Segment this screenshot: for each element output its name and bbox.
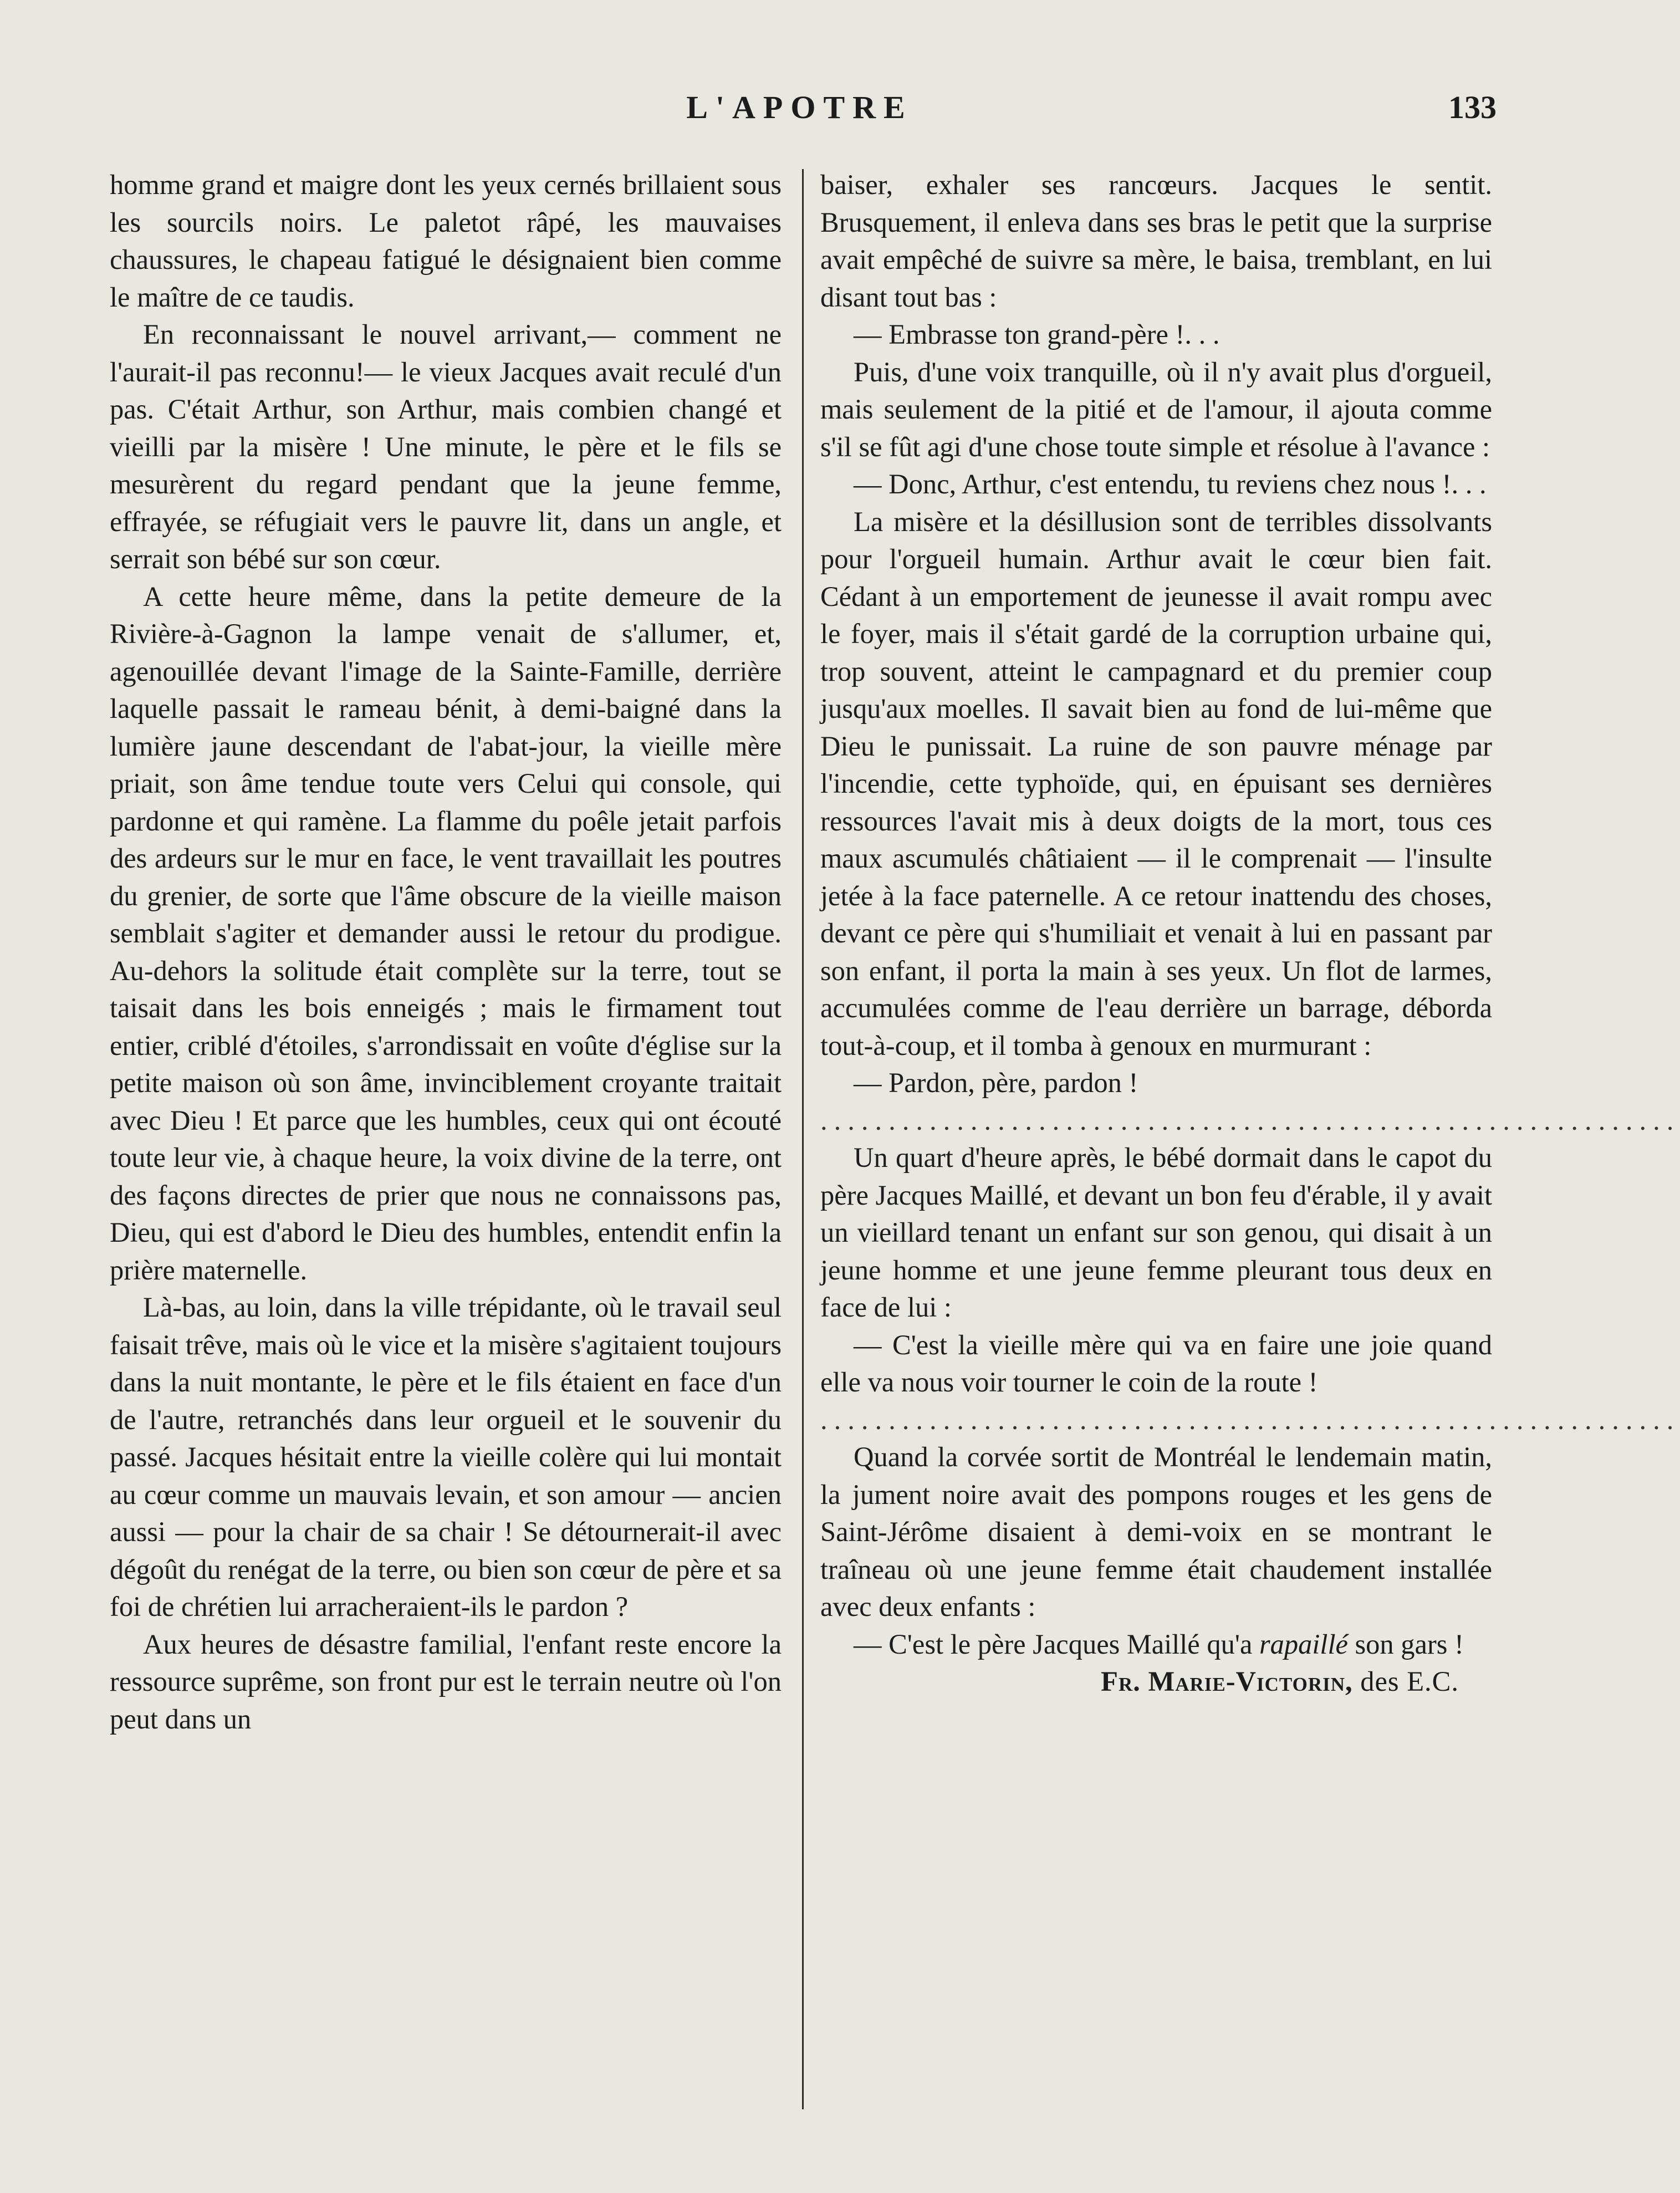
section-break-dots: ............................................................... bbox=[820, 1104, 1680, 1136]
paragraph: En reconnaissant le nouvel arrivant,— comment ne l'aurait-il pas reconnu!— le vieux Jacques avait reculé d'un pas. C'était Arthur, son Arthur, mais combien changé et vieilli par la misère ! Une minute, le père et le fils se mesurèrent du regard pendant que la jeune femme, effrayée, se réfugiait vers le pauvre lit, dans un angle, et serrait son bébé sur son cœur. bbox=[110, 319, 782, 574]
right-column bbox=[820, 166, 1680, 1701]
paragraph: Quand la corvée sortit de Montréal le lendemain matin, la jument noire avait des pompons rouges et les gens de Saint-Jérôme disaient à demi-voix en se montrant le traîneau où une jeune femme était chaudement installée avec deux enfants : bbox=[820, 1441, 1492, 1622]
section-break-dots: ............................................................... bbox=[820, 1404, 1680, 1435]
paragraph: homme grand et maigre dont les yeux cernés brillaient sous les sourcils noirs. Le paletot râpé, les mauvaises chaussures, le chapeau fatigué le désignaient bien comme le maître de ce taudis. bbox=[110, 169, 782, 313]
paragraph: A cette heure même, dans la petite demeure de la Rivière-à-Gagnon la lampe venait de s'allumer, et, agenouillée devant l'image de la Sainte-Famille, derrière laquelle passait le rameau bénit, à demi-baigné dans la lumière jaune descendant de l'abat-jour, la vieille mère priait, son âme tendue toute vers Celui qui console, qui pardonne et qui ramène. La flamme du poêle jetait parfois des ardeurs sur le mur en face, le vent travaillait les poutres du grenier, de sorte que l'âme obscure de la vieille maison semblait s'agiter et demander aussi le retour du prodigue. Au-dehors la solitude était complète sur la terre, tout se taisait dans les bois enneigés ; mais le firmament tout entier, criblé d'étoiles, s'arrondissait en voûte d'église sur la petite maison où son âme, invinciblement croyante traitait avec Dieu ! Et parce que les humbles, ceux qui ont écouté toute leur vie, à chaque heure, la voix divine de la terre, ont des façons directes de prier que nous ne connaissons pas, Dieu, qui est d'abord le Dieu des humbles, entendit enfin la prière maternelle. bbox=[110, 580, 782, 1286]
paragraph: Un quart d'heure après, le bébé dormait dans le capot du père Jacques Maillé, et devant un bon feu d'érable, il y avait un vieillard tenant un enfant sur son genou, qui disait à un jeune homme et une jeune femme pleurant tous deux en face de lui : bbox=[820, 1142, 1492, 1323]
dialogue-line: — C'est la vieille mère qui va en faire une joie quand elle va nous voir tourner le coin de la route ! bbox=[820, 1329, 1492, 1398]
paragraph: Aux heures de désastre familial, l'enfant reste encore la ressource suprême, son front pur est le terrain neutre où l'on peut dans un bbox=[110, 1628, 782, 1735]
page-number: 133 bbox=[1448, 89, 1497, 125]
dialogue-text: son gars ! bbox=[1347, 1628, 1464, 1660]
paragraph: Là-bas, au loin, dans la ville trépidante, où le travail seul faisait trêve, mais où le vice et la misère s'agitaient toujours dans la nuit montante, le père et le fils étaient en face d'un de l'autre, retranchés dans leur orgueil et le souvenir du passé. Jacques hésitait entre la vieille colère qui lui montait au cœur comme un mauvais levain, et son amour — ancien aussi — pour la chair de sa chair ! Se détournerait-il avec dégoût du renégat de la terre, ou bien son cœur de père et sa foi de chrétien lui arracheraient-ils le pardon ? bbox=[110, 1292, 782, 1622]
author-affiliation: des E.C. bbox=[1352, 1666, 1459, 1697]
paragraph: Puis, d'une voix tranquille, où il n'y avait plus d'orgueil, mais seulement de la pitié et de l'amour, il ajouta comme s'il se fût agi d'une chose toute simple et résolue à l'avance : bbox=[820, 356, 1492, 462]
paragraph: La misère et la désillusion sont de terribles dissolvants pour l'orgueil humain. Arthur avait le cœur bien fait. Cédant à un emportement de jeunesse il avait rompu avec le foyer, mais il s'était gardé de la corruption urbaine qui, trop souvent, atteint le campagnard et du premier coup jusqu'aux moelles. Il savait bien au fond de lui-même que Dieu le punissait. La ruine de son pauvre ménage par l'incendie, cette typhoïde, qui, en épuisant ses dernières ressources l'avait mis à deux doigts de la mort, tous ces maux ascumulés châtiaient — il le comprenait — l'insulte jetée à la face paternelle. A ce retour inattendu des choses, devant ce père qui s'humiliait et venait à lui en passant par son enfant, il porta la main à ses yeux. Un flot de larmes, accumulées comme de l'eau derrière un barrage, déborda tout-à-coup, et il tomba à genoux en murmurant : bbox=[820, 506, 1492, 1061]
author-name: Fr. Marie-Victorin, bbox=[1101, 1666, 1353, 1697]
italic-word: rapaillé bbox=[1259, 1628, 1348, 1660]
running-title: L'APOTRE bbox=[686, 89, 913, 125]
author-signature bbox=[820, 1663, 1492, 1701]
dialogue-line: — Embrasse ton grand-père !. . . bbox=[854, 319, 1220, 350]
left-column bbox=[110, 166, 782, 1738]
dialogue-line bbox=[820, 1626, 1492, 1664]
dialogue-line: — Pardon, père, pardon ! bbox=[854, 1067, 1138, 1098]
dialogue-text: — C'est le père Jacques Maillé qu'a bbox=[854, 1628, 1259, 1660]
dialogue-line: — Donc, Arthur, c'est entendu, tu reviens chez nous !. . . bbox=[854, 468, 1487, 499]
paragraph: baiser, exhaler ses rancœurs. Jacques le sentit. Brusquement, il enleva dans ses bras le petit que la surprise avait empêché de suivre sa mère, le baisa, tremblant, en lui disant tout bas : bbox=[820, 169, 1492, 313]
column-divider bbox=[802, 169, 804, 2109]
